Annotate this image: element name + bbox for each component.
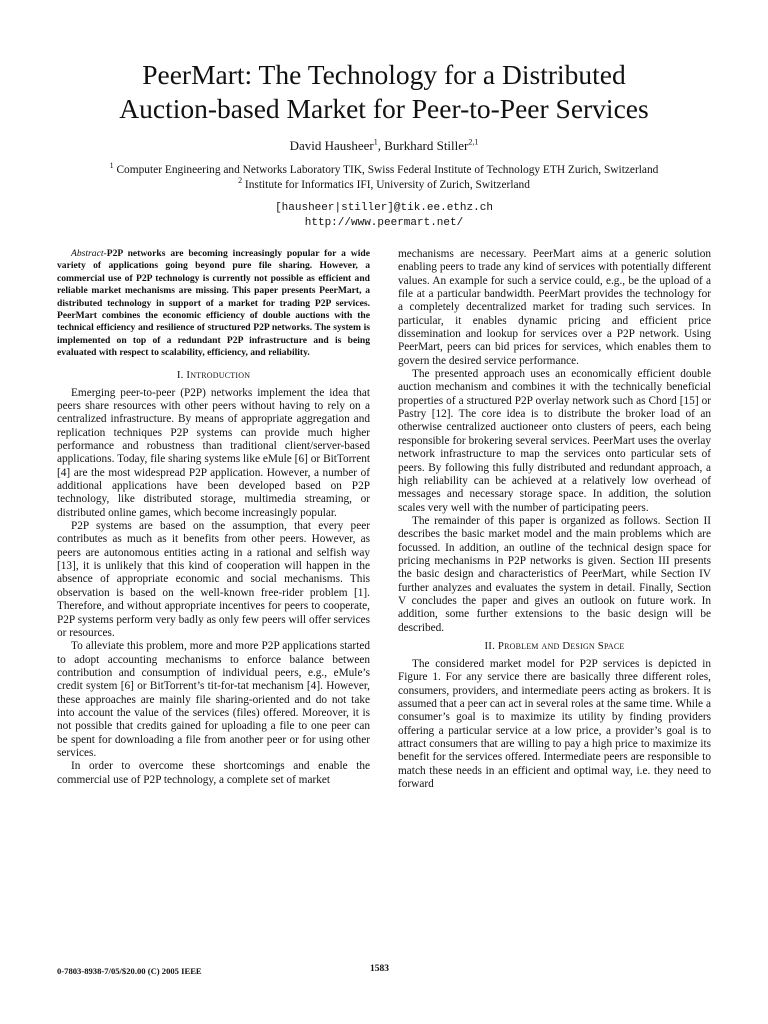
- affiliation-2: [40, 178, 728, 192]
- author-1-sup: 1: [373, 137, 378, 147]
- intro-paragraph-3: To alleviate this problem, more and more P2P applications started to adopt accounting mechanisms to enforce balance between contribution and consumption of individual peers, e.g., eMule’s credit system [6] or BitTorrent’s tit-for-tat mechanism [4]. However, these approaches are mainly file sharing-oriented and do not take into account the value of the services (files) offered. Moreover, it is not possible that credits gained for uploading a file to one peer can be spent for downloading a file from another peer or for using other services.: [57, 640, 370, 759]
- page-number: 1583: [370, 964, 389, 974]
- affiliation-1: [40, 163, 728, 177]
- intro-paragraph-6: The presented approach uses an economically efficient double auction mechanism and combines it with the technically beneficial properties of a structured P2P overlay network such as Chord [15] or Pastry [12]. The core idea is to distribute the broker load of an otherwise centralized auctioneer onto clusters of peers, each being responsible for brokering several services. PeerMart uses the overlay network infrastructure to map the services onto particular sets of peers. By following this fully distributed and redundant approach, a high reliability can be achieved at a relatively low overhead of messages and necessary storage space. In addition, the solution scales very well with the number of participating peers.: [398, 368, 711, 514]
- section-heading-introduction: I. Introduction: [176, 368, 251, 381]
- author-separator: ,: [377, 138, 385, 153]
- copyright-notice: 0-7803-8938-7/05/$20.00 (C) 2005 IEEE: [57, 966, 202, 976]
- affiliation-2-text: Institute for Informatics IFI, University of Zurich, Switzerland: [244, 179, 530, 191]
- author-2: Burkhard Stiller: [384, 138, 469, 153]
- project-url: http://www.peermart.net/: [304, 217, 464, 229]
- author-2-sup: 2,1: [468, 137, 479, 147]
- affiliation-2-sup: 2: [238, 176, 243, 186]
- affiliation-1-sup: 1: [109, 161, 114, 171]
- author-list: [40, 138, 728, 154]
- title-line-1: PeerMart: The Technology for a Distributed: [142, 59, 626, 90]
- author-1: David Hausheer: [289, 138, 374, 153]
- abstract-text: P2P networks are becoming increasingly popular for a wide variety of applications going beyond pure file sharing. However, a commercial use of P2P technology is currently not possible as efficient and reliable market mechanisms are missing. This paper presents PeerMart, a distributed technology in support of a market for trading P2P services. PeerMart combines the economic efficiency of double auctions with the technical efficiency and resilience of structured P2P networks. The system is implemented on top of a redundant P2P infrastructure and is being evaluated with respect to scalability, efficiency, and reliability.: [57, 248, 370, 359]
- affiliation-1-text: Computer Engineering and Networks Laboratory TIK, Swiss Federal Institute of Technology ETH Zurich, Switzerland: [116, 164, 659, 176]
- paper-title: [40, 58, 728, 126]
- intro-paragraph-1: Emerging peer-to-peer (P2P) networks implement the idea that peers share resources with other peers without having to rely on a centralized infrastructure. By means of appropriate aggregation and replication techniques P2P systems can provide much higher performance and robustness than traditional client/server-based applications. Today, file sharing systems like eMule [6] or BitTorrent [4] are the most widespread P2P application. However, a number of additional applications have been developed based on P2P technology, like distributed storage, multimedia streaming, or distributed online games, which become increasingly popular.: [57, 386, 370, 519]
- title-line-2: Auction-based Market for Peer-to-Peer Services: [119, 93, 649, 124]
- abstract: [57, 248, 370, 360]
- section2-paragraph-1: The considered market model for P2P services is depicted in Figure 1. For any service there are basically three different roles, consumers, providers, and intermediate peers acting as brokers. It is assumed that a peer can act in several roles at the same time. While a consumer’s goal is to maximize its utility by finding providers offering a particular service at a low price, a provider’s goal is to attract consumers that are willing to pay a high price to maximize its benefit for the services offered. Intermediate peers are responsible to match these needs in an efficient and optimal way, i.e. they need to forward: [398, 657, 711, 791]
- section-heading-problem-design-space: II. Problem and Design Space: [484, 639, 625, 652]
- abstract-label: Abstract-: [71, 248, 107, 259]
- intro-paragraph-4: In order to overcome these shortcomings and enable the commercial use of P2P technology, a complete set of market: [57, 760, 370, 786]
- right-column: [398, 248, 711, 791]
- intro-paragraph-5: mechanisms are necessary. PeerMart aims at a generic solution enabling peers to trade any kind of services with potentially different values. An example for such a service could, e.g., be the upload of a file at a particular bandwidth. PeerMart provides the technology for a completely decentralized market for trading such services. In particular, it enables dynamic pricing and efficient price dissemination and lookup for services over a P2P network. Using PeerMart, peers can bid prices for services, which enables them to govern the desired service performance.: [398, 248, 711, 367]
- intro-paragraph-2: P2P systems are based on the assumption, that every peer contributes as much as it benefits from other peers. However, as peers are autonomous entities acting in a rational and selfish way [13], it is unlikely that this kind of cooperation will happen in the absence of appropriate economic and social mechanisms. This observation is based on the well-known free-rider problem [1]. Therefore, and without appropriate incentives for peers to cooperate, P2P systems perform very badly as only few peers will offer services or resources.: [57, 520, 370, 639]
- left-column: [57, 248, 370, 787]
- intro-paragraph-7: The remainder of this paper is organized as follows. Section II describes the basic market model and the main problems which are focussed. In addition, an outline of the technical design space for pricing mechanisms in P2P networks is given. Section III presents the basic design and characteristics of PeerMart, while Section IV further analyzes and evaluates the system in detail. Finally, Section V concludes the paper and gives an outlook on future work. In addition, some further extensions to the basic design will be described.: [398, 514, 711, 634]
- author-email: [hausheer|stiller]@tik.ee.ethz.ch: [275, 202, 493, 214]
